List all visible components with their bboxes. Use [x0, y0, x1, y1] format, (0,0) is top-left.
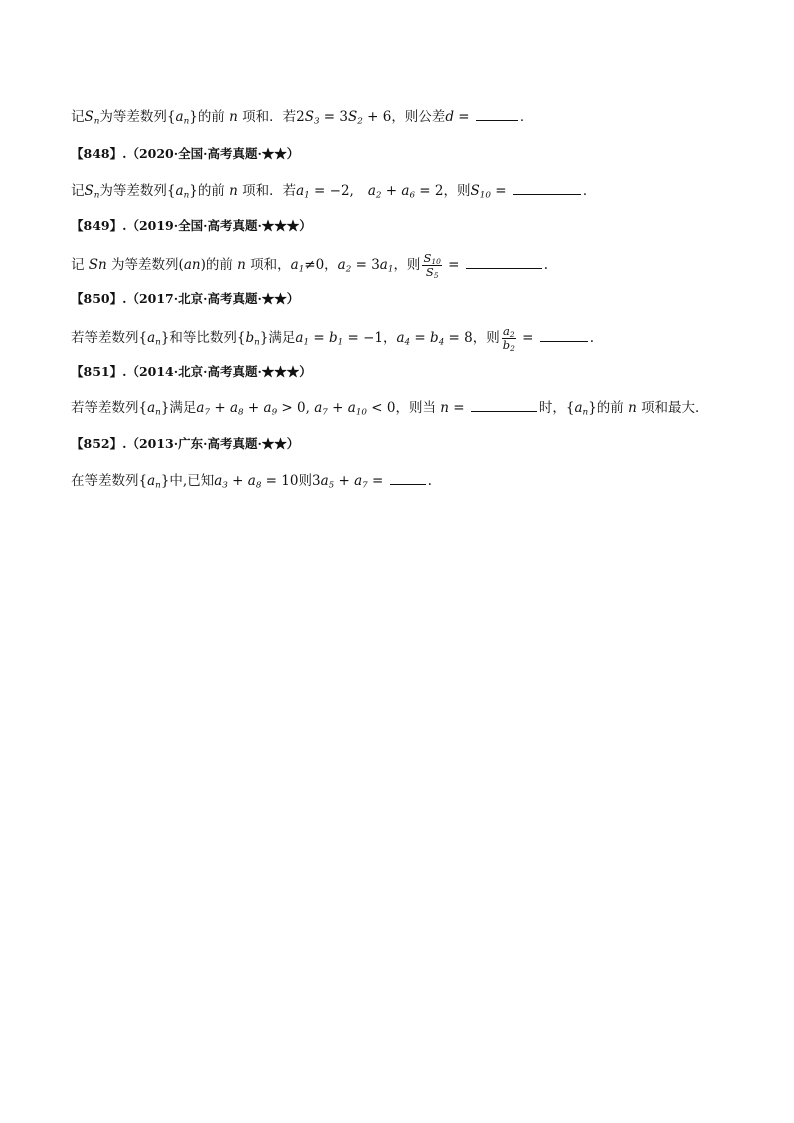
- math-3a5-a7: $3a_5 + a_7$ =: [311, 473, 388, 491]
- math-s10: $S_{10}$ =: [470, 183, 511, 201]
- problem-849-heading: 【849】.（2019·全国·高考真题·★★★）: [71, 218, 312, 233]
- math-a1-b1: $a_1 = b_1 = -1$: [295, 330, 383, 348]
- math-d-equals: d =: [445, 109, 474, 125]
- math-sequence-a-n: $\{a_n\}$: [138, 400, 170, 418]
- math-a2-a6-condition: $a_2 + a_6 = 2$: [367, 183, 444, 201]
- problem-850-heading: 【850】.（2017·北京·高考真题·★★）: [71, 291, 300, 306]
- math-an: (an): [178, 257, 206, 273]
- problem-849-text: 记 Sn 为等差数列(an)的前 n 项和，$a_1\ne 0$，$a_2 = 3a_1$，则 $\frac{S_{10}}{S_5}$ = .: [71, 251, 549, 281]
- math-a4-b4: $a_4 = b_4 = 8$: [396, 330, 473, 348]
- math-condition: $2S_3 = 3S_2 + 6$: [296, 109, 392, 127]
- problem-851-heading: 【851】.（2014·北京·高考真题·★★★）: [71, 364, 312, 379]
- math-fraction-a2-b2: $\frac{a_2}{b_2}$: [502, 324, 515, 354]
- math-sequence-a-n: $\{a_n\}$: [138, 473, 170, 491]
- answer-blank[interactable]: [540, 327, 588, 342]
- answer-blank[interactable]: [471, 397, 537, 412]
- problem-850-text: 若等差数列$\{a_n\}$和等比数列$\{b_n\}$满足$a_1 = b_1 = -1$，$a_4 = b_4 = 8$，则 $\frac{a_2}{b_2}$ = .: [71, 324, 595, 354]
- math-sn: Sn: [84, 257, 112, 273]
- math-a1-nonzero: $a_1\ne 0$: [290, 257, 325, 275]
- problem-852-heading: 【852】.（2013·广东·高考真题·★★）: [71, 436, 300, 451]
- math-sequence-a-n: $\{a_n\}$: [565, 400, 597, 418]
- math-sequence-a-n: $\{a_n\}$: [166, 109, 198, 127]
- math-a3-a8-sum: $a_3 + a_8 = 10$: [214, 473, 299, 491]
- problem-852-text: 在等差数列$\{a_n\}$中,已知$a_3 + a_8 = 10$则$3a_5 + a_7$ = .: [71, 470, 754, 491]
- answer-blank[interactable]: [476, 106, 518, 121]
- math-inequalities: $a_7 + a_8 + a_9 > 0$, $a_7 + a_{10} < 0$: [196, 400, 396, 418]
- problem-848-text: 记$S_n$为等差数列$\{a_n\}$的前 n 项和．若$a_1 = -2$, $a_2 + a_6 = 2$，则$S_{10}$ = ．: [71, 180, 754, 201]
- math-sequence-a-n: $\{a_n\}$: [138, 330, 170, 348]
- answer-blank[interactable]: [390, 470, 426, 485]
- math-a1-condition: $a_1 = -2$,: [296, 183, 354, 201]
- problem-847-text: 记$S_n$为等差数列$\{a_n\}$的前 n 项和．若$2S_3 = 3S_2 + 6$，则公差d = ．: [71, 106, 754, 127]
- math-sequence-a-n: $\{a_n\}$: [166, 183, 198, 201]
- math-sequence-b-n: $\{b_n\}$: [236, 330, 269, 348]
- math-n-equals: n =: [435, 400, 469, 416]
- math-a2-equals: $a_2 = 3a_1$: [337, 257, 394, 275]
- answer-blank[interactable]: [466, 254, 542, 269]
- math-s-n: $S_n$: [84, 183, 100, 201]
- math-fraction-s10-s5: $\frac{S_{10}}{S_5}$: [423, 251, 441, 281]
- problem-851-text: 若等差数列$\{a_n\}$满足$a_7 + a_8 + a_9 > 0$, $a_7 + a_{10} < 0$，则当 n = 时，$\{a_n\}$的前 n 项和最大．: [71, 397, 754, 418]
- answer-blank[interactable]: [513, 180, 581, 195]
- problem-848-heading: 【848】.（2020·全国·高考真题·★★）: [71, 146, 300, 161]
- math-s-n: $S_n$: [84, 109, 100, 127]
